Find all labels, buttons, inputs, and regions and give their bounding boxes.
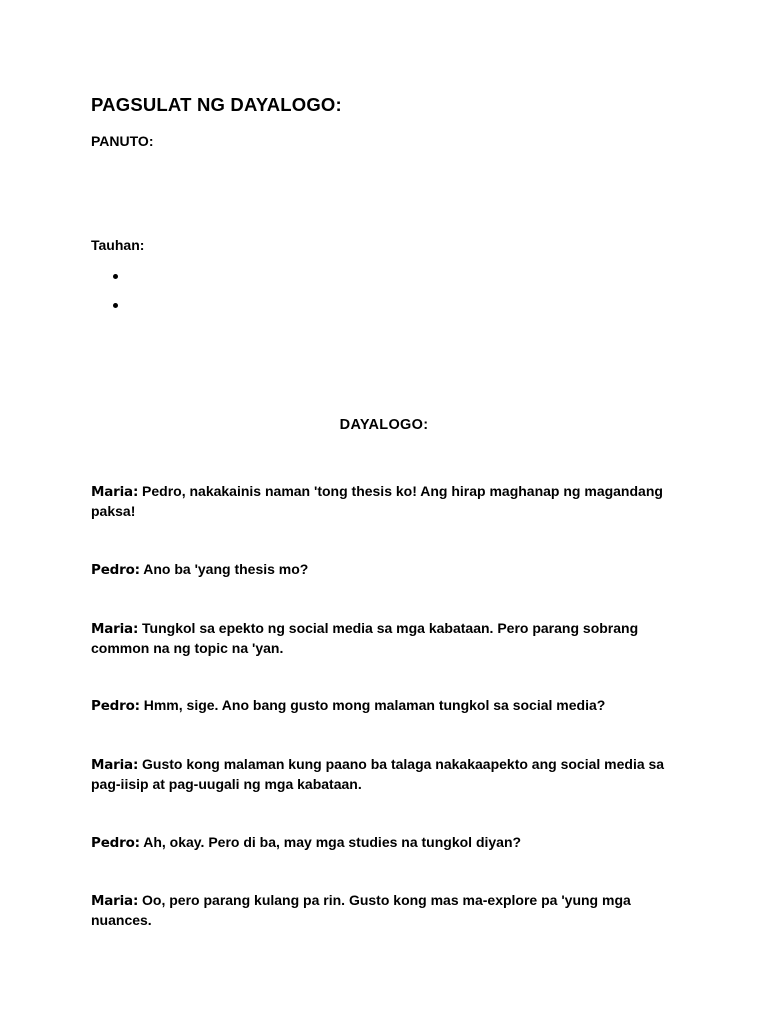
dialogue-text: Oo, pero parang kulang pa rin. Gusto kong mas ma-explore pa 'yung mga nuances. xyxy=(91,892,631,928)
dialogue-line xyxy=(91,619,681,658)
dialogue-text: Pedro, nakakainis naman 'tong thesis ko! Ang hirap maghanap ng magandang paksa! xyxy=(91,483,663,519)
dialogue-speaker: Pedro: xyxy=(91,835,140,851)
tauhan-list xyxy=(113,265,118,323)
tauhan-label: Tauhan: xyxy=(91,237,145,253)
dialogue-text: Tungkol sa epekto ng social media sa mga kabataan. Pero parang sobrang common na ng topic na 'yan. xyxy=(91,620,639,656)
dialogue-speaker: Maria: xyxy=(91,893,139,909)
dialogue-line xyxy=(91,755,681,794)
panuto-label: PANUTO: xyxy=(91,133,154,149)
dialogue-text: Ano ba 'yang thesis mo? xyxy=(143,561,309,577)
tauhan-list-item xyxy=(113,265,118,294)
dialogue-line xyxy=(91,482,681,521)
dialogue-line xyxy=(91,891,681,930)
dialogue-speaker: Maria: xyxy=(91,621,139,637)
dialogue-speaker: Pedro: xyxy=(91,562,140,578)
document-title: PAGSULAT NG DAYALOGO: xyxy=(91,94,342,115)
dialogue-speaker: Pedro: xyxy=(91,698,140,714)
dialogue-text: Ah, okay. Pero di ba, may mga studies na tungkol diyan? xyxy=(143,834,522,850)
dialogue-text: Hmm, sige. Ano bang gusto mong malaman tungkol sa social media? xyxy=(143,697,606,713)
bullet-icon xyxy=(113,274,118,279)
bullet-icon xyxy=(113,303,118,308)
tauhan-list-item xyxy=(113,294,118,323)
dialogue-speaker: Maria: xyxy=(91,757,139,773)
dialogue-line xyxy=(91,833,681,853)
dialogue-line xyxy=(91,696,681,716)
dialogue-line xyxy=(91,560,681,580)
dialogue-text: Gusto kong malaman kung paano ba talaga nakakaapekto ang social media sa pag-iisip at pag-uugali ng mga kabataan. xyxy=(91,756,665,792)
dialogue-heading: DAYALOGO: xyxy=(339,417,429,433)
dialogue-speaker: Maria: xyxy=(91,484,139,500)
